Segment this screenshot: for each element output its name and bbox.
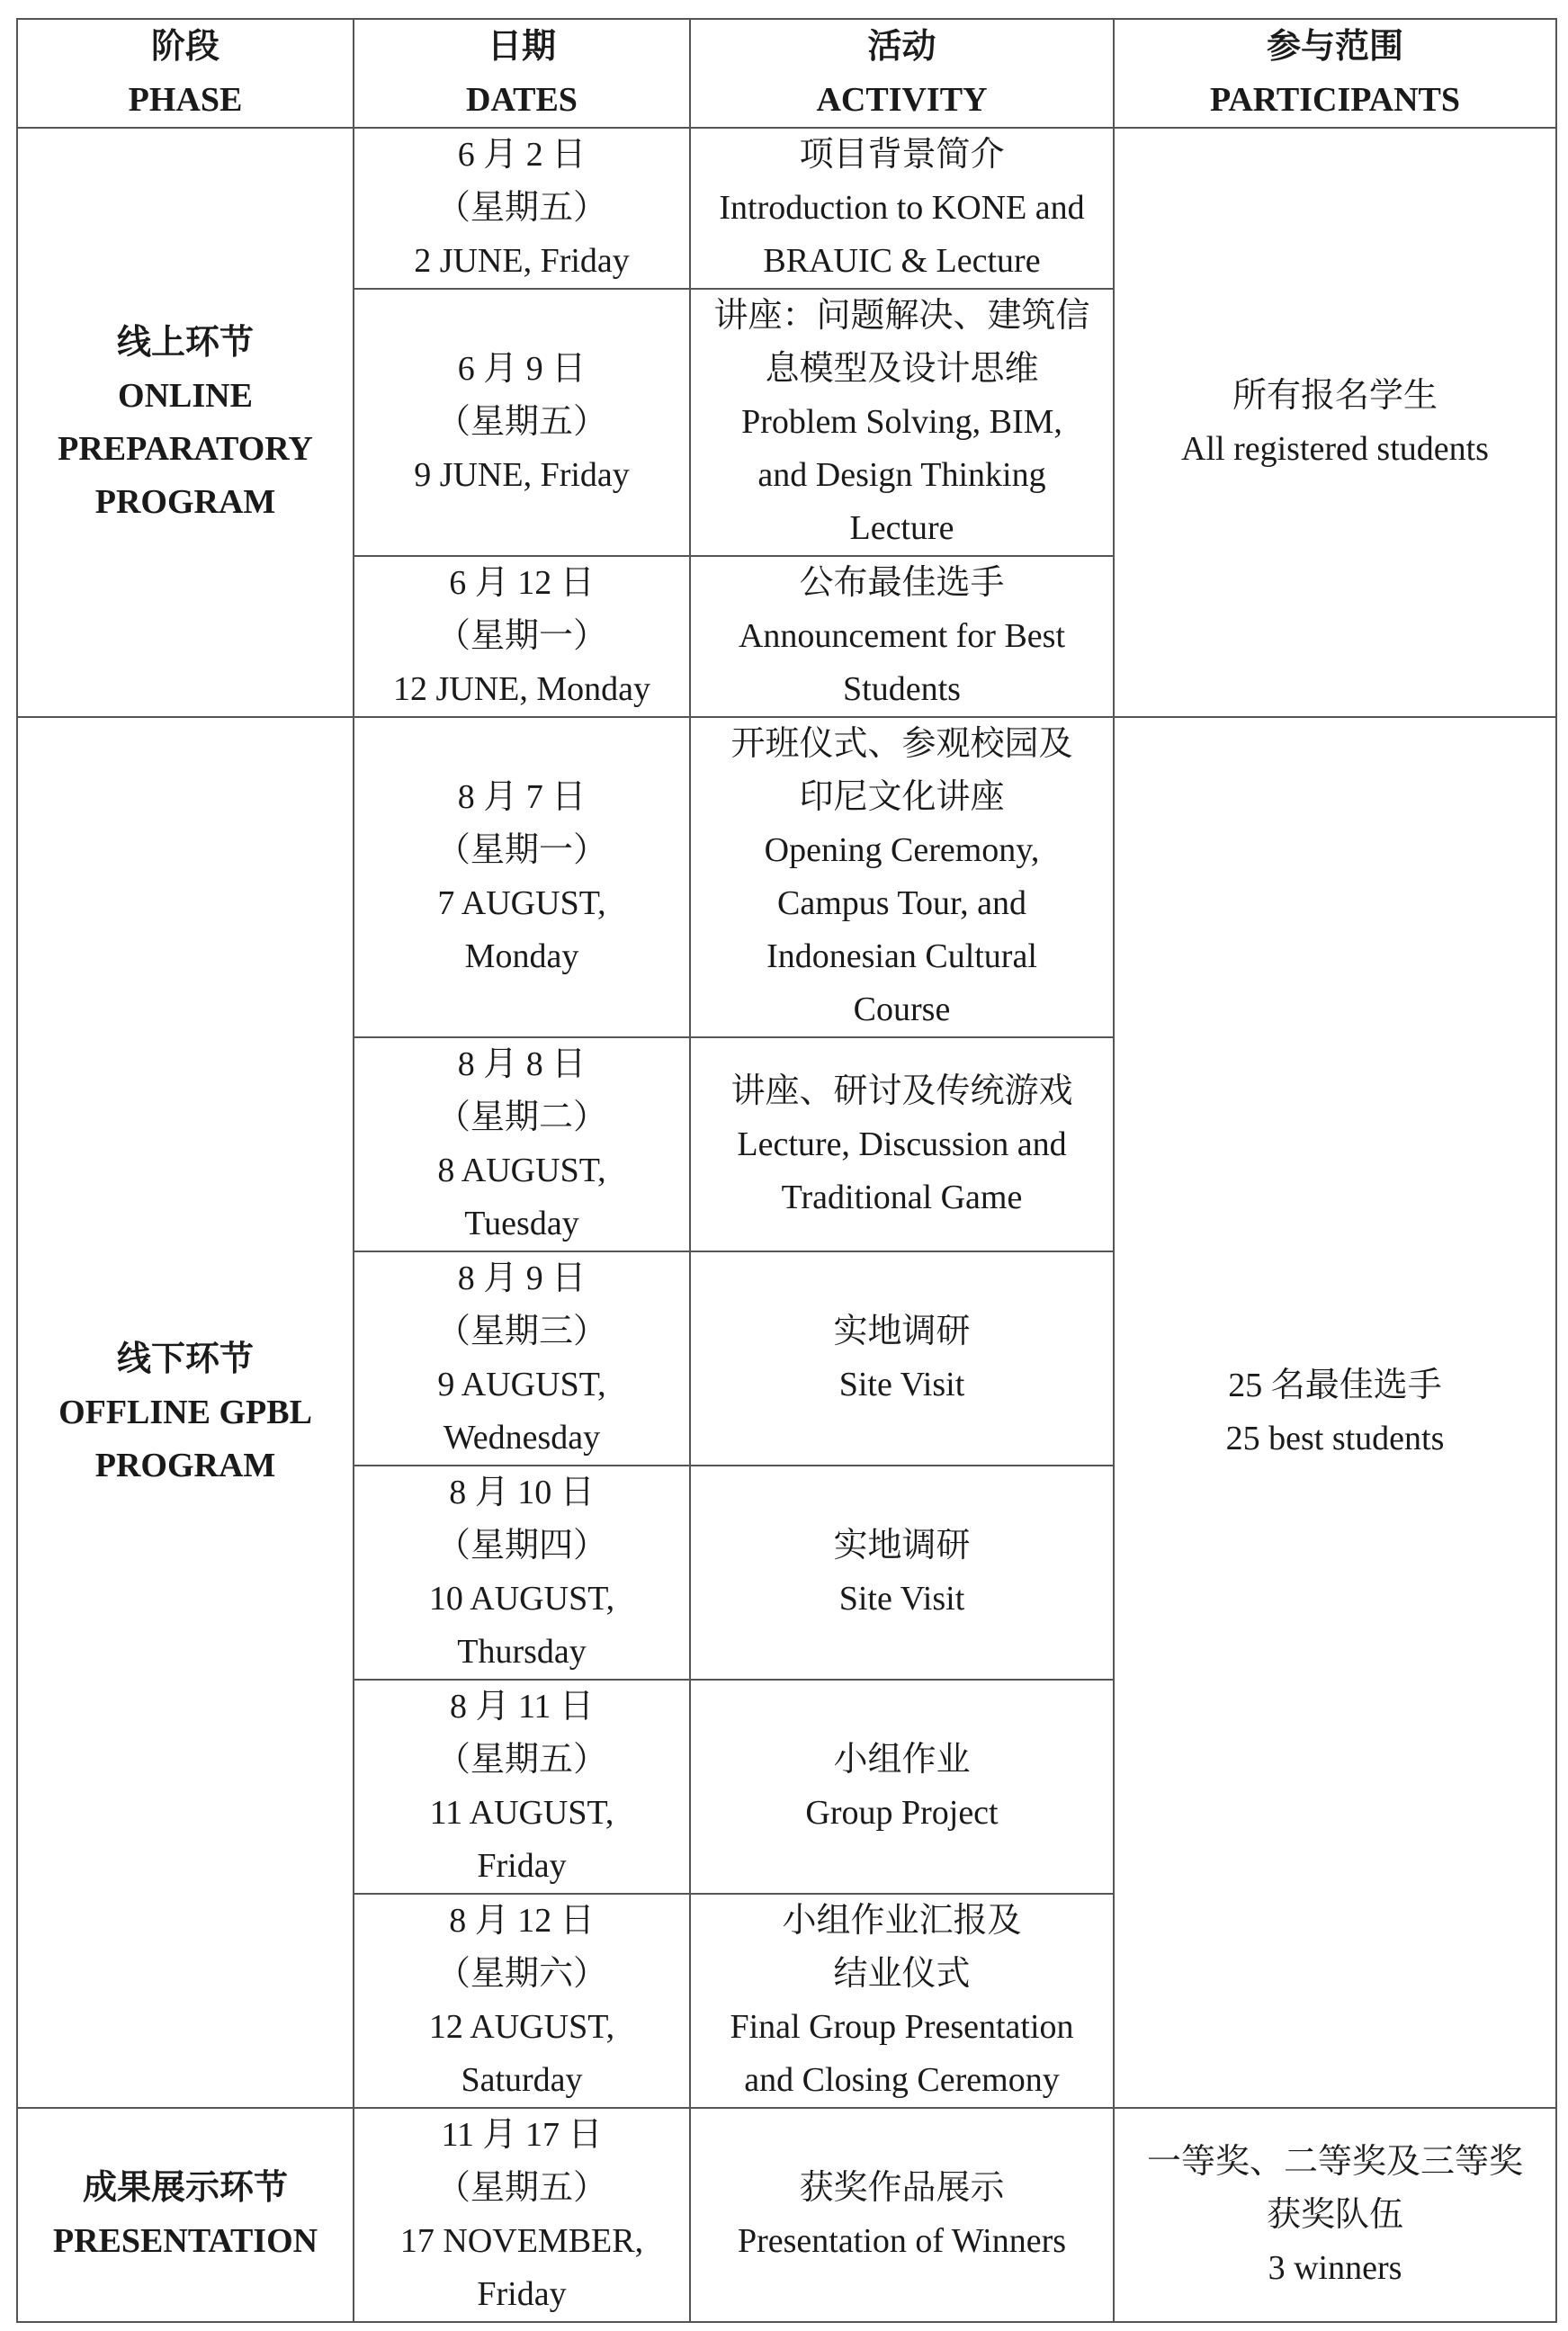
header-phase xyxy=(17,19,354,128)
header-row xyxy=(17,19,1556,128)
header-dates xyxy=(354,19,690,128)
header-participants xyxy=(1114,19,1556,128)
activity-cell xyxy=(690,289,1114,556)
date-en: 17 NOVEMBER, xyxy=(399,2222,644,2260)
header-phase-zh: 阶段 xyxy=(150,27,220,66)
activity-en: Site Visit xyxy=(838,1580,965,1618)
activity-en: Indonesian Cultural xyxy=(766,937,1037,975)
date-cell xyxy=(354,2108,690,2322)
header-phase-en: PHASE xyxy=(128,80,243,119)
phase-cell xyxy=(17,2108,354,2322)
date-cell xyxy=(354,128,690,289)
activity-zh: 小组作业 xyxy=(833,1741,971,1779)
date-en: 8 AUGUST, xyxy=(437,1152,606,1189)
activity-zh: 讲座：问题解决、建筑信 xyxy=(713,297,1090,335)
phase-cell xyxy=(17,128,354,717)
phase-name-zh: 成果展示环节 xyxy=(82,2169,288,2207)
date-zh: 8 月 11 日 xyxy=(449,1688,595,1726)
date-en: Monday xyxy=(464,937,579,975)
activity-en: and Design Thinking xyxy=(757,456,1046,494)
date-en: 10 AUGUST, xyxy=(428,1580,615,1618)
participants-cell xyxy=(1114,717,1556,2108)
activity-cell xyxy=(690,556,1114,717)
activity-zh: 实地调研 xyxy=(833,1313,971,1350)
phase-name-en: PROGRAM xyxy=(94,1446,276,1484)
date-cell xyxy=(354,717,690,1037)
schedule-body xyxy=(17,128,1556,2322)
date-zh: 8 月 9 日 xyxy=(457,1260,587,1297)
phase-name-en: PREPARATORY xyxy=(58,429,313,468)
header-dates-zh: 日期 xyxy=(487,27,556,66)
table-row xyxy=(17,717,1556,1037)
header-participants-en: PARTICIPANTS xyxy=(1209,80,1461,119)
weekday-zh: （星期二） xyxy=(435,1098,607,1136)
activity-cell xyxy=(690,2108,1114,2322)
activity-en: Traditional Game xyxy=(781,1178,1023,1216)
activity-en: Final Group Presentation xyxy=(730,2008,1074,2046)
activity-cell xyxy=(690,1680,1114,1894)
activity-cell xyxy=(690,1466,1114,1680)
activity-en: Campus Tour, and xyxy=(777,884,1026,922)
weekday-zh: （星期六） xyxy=(435,1955,607,1993)
date-cell xyxy=(354,556,690,717)
date-en: Thursday xyxy=(457,1633,587,1671)
phase-name-en: OFFLINE GPBL xyxy=(58,1393,312,1431)
date-zh: 6 月 2 日 xyxy=(457,136,587,174)
activity-en: BRAUIC & Lecture xyxy=(763,242,1041,280)
date-en: 9 JUNE, Friday xyxy=(414,456,630,494)
activity-en: Students xyxy=(843,670,961,708)
activity-en: and Closing Ceremony xyxy=(744,2061,1060,2099)
activity-en: Introduction to KONE and xyxy=(719,189,1085,227)
date-cell xyxy=(354,1466,690,1680)
activity-en: Site Visit xyxy=(838,1366,965,1403)
participants-zh: 获奖队伍 xyxy=(1266,2195,1403,2234)
weekday-zh: （星期四） xyxy=(435,1527,607,1564)
schedule-table xyxy=(16,18,1557,2323)
participants-zh: 25 名最佳选手 xyxy=(1228,1367,1442,1404)
participants-zh: 所有报名学生 xyxy=(1232,376,1438,415)
activity-cell xyxy=(690,1037,1114,1251)
activity-en: Announcement for Best xyxy=(738,617,1066,655)
phase-name-en: PROGRAM xyxy=(94,482,276,521)
date-zh: 6 月 12 日 xyxy=(449,564,595,602)
activity-en: Group Project xyxy=(805,1794,999,1832)
activity-zh: 项目背景简介 xyxy=(799,136,1005,174)
activity-zh: 小组作业汇报及 xyxy=(782,1902,1022,1940)
participants-zh: 一等奖、二等奖及三等奖 xyxy=(1146,2142,1523,2181)
date-cell xyxy=(354,1680,690,1894)
date-cell xyxy=(354,1251,690,1466)
activity-zh: 讲座、研讨及传统游戏 xyxy=(730,1071,1073,1110)
header-activity-zh: 活动 xyxy=(867,27,936,66)
header-participants-zh: 参与范围 xyxy=(1266,27,1403,66)
activity-en: Presentation of Winners xyxy=(737,2222,1067,2260)
activity-zh: 结业仪式 xyxy=(833,1955,971,1993)
participants-en: 25 best students xyxy=(1225,1420,1445,1457)
date-zh: 11 月 17 日 xyxy=(441,2116,603,2154)
activity-en: Lecture, Discussion and xyxy=(737,1125,1067,1163)
phase-name-zh: 线下环节 xyxy=(116,1340,254,1378)
participants-cell xyxy=(1114,2108,1556,2322)
activity-en: Course xyxy=(853,991,951,1028)
weekday-zh: （星期一） xyxy=(435,831,607,869)
activity-cell xyxy=(690,717,1114,1037)
date-en: 11 AUGUST, xyxy=(429,1794,614,1832)
date-en: Friday xyxy=(477,1847,567,1885)
date-zh: 8 月 12 日 xyxy=(449,1902,595,1940)
activity-zh: 开班仪式、参观校园及 xyxy=(730,725,1073,763)
weekday-zh: （星期五） xyxy=(435,2169,607,2207)
activity-cell xyxy=(690,128,1114,289)
table-row xyxy=(17,2108,1556,2322)
header-dates-en: DATES xyxy=(466,80,578,119)
activity-zh: 印尼文化讲座 xyxy=(799,778,1005,816)
date-en: 9 AUGUST, xyxy=(437,1366,606,1403)
phase-name-en: PRESENTATION xyxy=(52,2222,318,2260)
activity-zh: 息模型及设计思维 xyxy=(765,350,1039,388)
activity-zh: 实地调研 xyxy=(833,1527,971,1564)
activity-en: Opening Ceremony, xyxy=(764,831,1040,869)
date-zh: 8 月 7 日 xyxy=(457,778,587,816)
date-en: Saturday xyxy=(461,2061,583,2099)
weekday-zh: （星期三） xyxy=(435,1313,607,1350)
participants-cell xyxy=(1114,128,1556,717)
header-activity-en: ACTIVITY xyxy=(816,80,988,119)
activity-cell xyxy=(690,1251,1114,1466)
weekday-zh: （星期五） xyxy=(435,1741,607,1779)
date-en: 12 AUGUST, xyxy=(428,2008,615,2046)
activity-en: Problem Solving, BIM, xyxy=(741,403,1062,441)
date-zh: 6 月 9 日 xyxy=(457,350,587,388)
date-cell xyxy=(354,289,690,556)
table-row xyxy=(17,128,1556,289)
activity-cell xyxy=(690,1894,1114,2108)
weekday-zh: （星期五） xyxy=(435,189,607,227)
phase-cell xyxy=(17,717,354,2108)
date-en: Tuesday xyxy=(464,1205,579,1242)
date-cell xyxy=(354,1894,690,2108)
participants-en: All registered students xyxy=(1181,429,1489,468)
date-zh: 8 月 8 日 xyxy=(457,1045,587,1083)
date-en: Wednesday xyxy=(443,1419,601,1457)
date-cell xyxy=(354,1037,690,1251)
header-activity xyxy=(690,19,1114,128)
date-en: 7 AUGUST, xyxy=(437,884,606,922)
date-zh: 8 月 10 日 xyxy=(449,1474,595,1511)
weekday-zh: （星期一） xyxy=(435,617,607,655)
participants-en: 3 winners xyxy=(1268,2248,1402,2287)
date-en: 2 JUNE, Friday xyxy=(414,242,630,280)
activity-zh: 公布最佳选手 xyxy=(799,564,1005,602)
weekday-zh: （星期五） xyxy=(435,403,607,441)
date-en: 12 JUNE, Monday xyxy=(392,670,651,708)
activity-zh: 获奖作品展示 xyxy=(799,2169,1005,2207)
activity-en: Lecture xyxy=(849,509,954,547)
date-en: Friday xyxy=(477,2275,567,2313)
phase-name-zh: 线上环节 xyxy=(116,323,254,362)
phase-name-en: ONLINE xyxy=(118,376,253,415)
